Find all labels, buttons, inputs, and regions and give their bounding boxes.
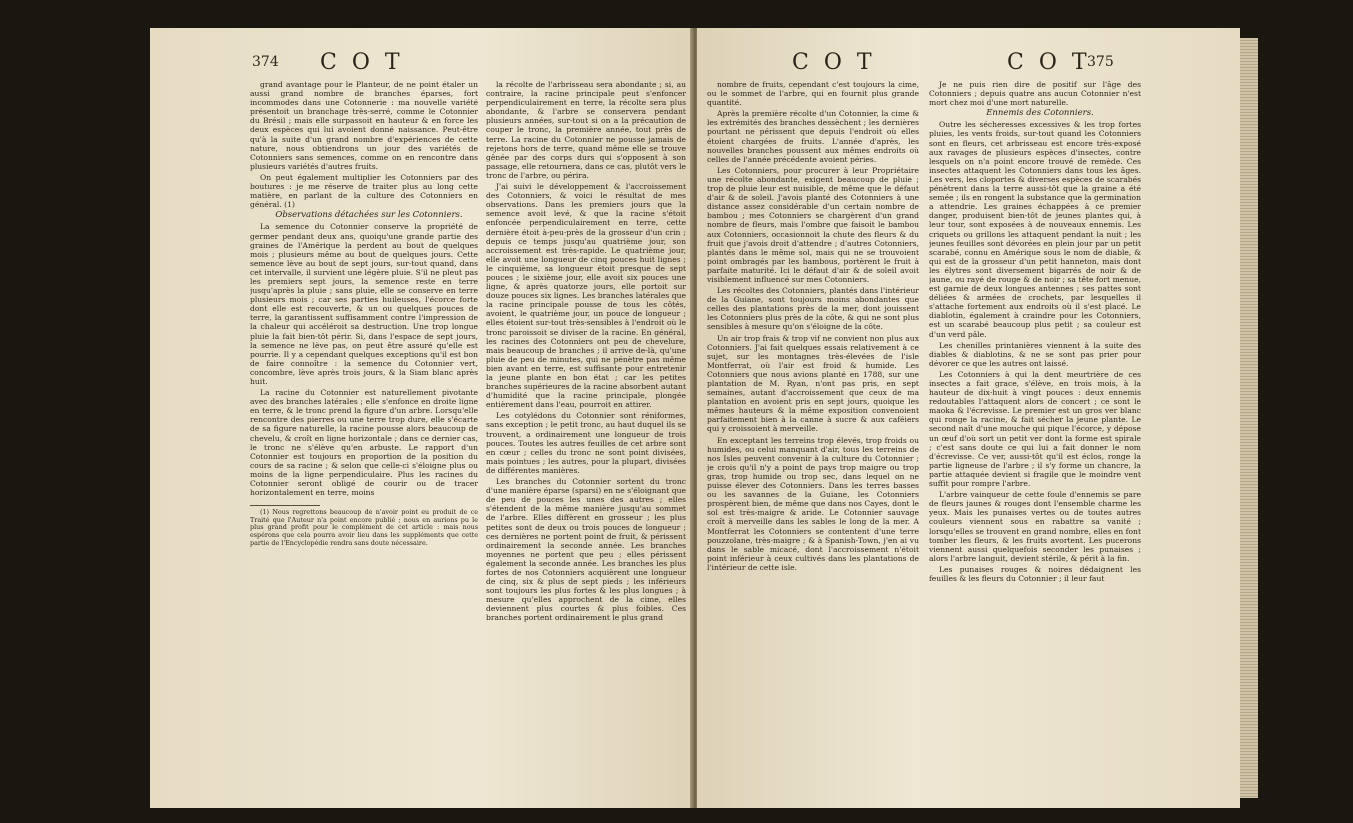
right-column-2	[929, 80, 1141, 800]
open-book	[150, 28, 1240, 808]
paragraph: Un air trop frais & trop vif ne convient non plus aux Cotonniers. J'ai fait quelques essais relativement à ce sujet, sur les montagnes très-élevées de l'isle Montferrat, où l'air est froid & humide. Les Cotonniers que nous avions planté en 1788, sur une plantation de M. Ryan, n'ont pas pris, en sept semaines, autant d'accroissement que ceux de ma plantation en avoient pris en sept jours, quoique les mêmes hauteurs & la même exposition convenoient parfaitement bien à la canne à sucre & aux caféiers qui y croissoient à merveille.	[707, 333, 919, 434]
paragraph: On peut également multiplier les Cotonniers par des boutures : je me réserve de traiter plus au long cette matière, en parlant de la culture des Cotonniers en général. (1)	[250, 172, 478, 210]
paragraph: J'ai suivi le développement & l'accroissement des Cotonniers, & voici le résultat de mes observations. Dans les premiers jours que la semence avoit levé, & que la racine s'étoit enfoncée perpendiculairement en terre, cette dernière étoit à-peu-près de la grosseur d'un crin ; depuis ce temps jusqu'au quatrième jour, son accroissement est très-rapide. Le quatrième jour, elle avoit une longueur de cinq pouces huit lignes ; le cinquième, sa longueur étoit presque de sept pouces ; le sixième jour, elle avoit six pouces une ligne, & après quatorze jours, elle portoit sur douze pouces six lignes. Les branches latérales que la racine principale pousse de tous les côtés, avoient, le quatrième jour, un pouce de longueur ; elles étoient sur-tout très-sensibles à l'endroit où le tronc paroissoit se diviser de la racine. En général, les racines des Cotonniers ont peu de chevelure, mais beaucoup de branches ; il arrive de-là, qu'une pluie de peu de minutes, qui ne pénètre pas même bien avant en terre, est suffisante pour entretenir la jeune plante en bon état ; car les petites branches supérieures de la racine absorbent autant d'humidité que la racine principale, plongée entièrement dans l'eau, pourroit en attirer.	[486, 182, 686, 410]
right-page-number: 375	[1087, 54, 1114, 70]
paragraph: Les chenilles printanières viennent à la suite des diables & diablotins, & ne se sont pas prier pour dévorer ce que les autres ont laissé.	[929, 340, 1141, 368]
paragraph: nombre de fruits, cependant c'est toujours la cime, ou le sommet de l'arbre, qui en fournit plus grande quantité.	[707, 80, 919, 108]
left-column-1	[250, 80, 478, 800]
paragraph: Je ne puis rien dire de positif sur l'âge des Cotonniers ; depuis quatre ans aucun Cotonnier n'est mort chez moi d'une mort naturelle.	[929, 80, 1141, 108]
right-running-head-1: C O T	[792, 50, 876, 75]
paragraph: La semence du Cotonnier conserve la propriété de germer pendant deux ans, quoiqu'une grande partie des graines de l'Amérique la perdent au bout de quelques mois ; plusieurs même au bout de quelques jours. Cette semence lève au bout de sept jours, sur-tout quand, dans cet intervalle, il survient une légère pluie. S'il ne pleut pas les premiers sept jours, la semence reste en terre jusqu'après la pluie ; sans pluie, elle se conserve en terre plusieurs mois ; car ses parties huileuses, l'écorce forte dont elle est recouverte, & un ou quelques pouces de terre, la garantissent suffisamment contre l'impression de la chaleur qui accéléroit sa destruction. Une trop longue pluie la fait bien-tôt périr. Si, dans l'espace de sept jours, la semence ne lève pas, on peut être assuré qu'elle est pourrie. Il y a cependant quelques exceptions qu'il est bon de faire connoître : la semence du Cotonnier vert, concombre, lève après trois jours, & la Siam blanc après huit.	[250, 222, 478, 386]
paragraph: La racine du Cotonnier est naturellement pivotante avec des branches latérales ; elle s'enfonce en droite ligne en terre, & le tronc prend la figure d'un arbre. Lorsqu'elle rencontre des pierres ou une terre trop dure, elle s'écarte de sa figure naturelle, la racine pousse alors beaucoup de chevelu, & croît en ligne horizontale ; dans ce dernier cas, le tronc ne s'élève qu'en arbuste. Le rapport d'un Cotonnier est toujours en proportion de la position du cours de sa racine ; & selon que celle-ci s'éloigne plus ou moins de la ligne perpendiculaire. Plus les racines du Cotonnier seront obligé de courir ou de tracer horizontalement en terre, moins	[250, 388, 478, 498]
paragraph: Les Cotonniers à qui la dent meurtrière de ces insectes a fait grace, s'élève, en trois mois, à la hauteur de dix-huit à vingt pouces : deux ennemis redoutables l'attaquent alors de concert ; ce sont le maoka & l'écrevisse. Le premier est un gros ver blanc qui ronge la racine, & fait sécher la jeune plante. Le second naît d'une mouche qui pique l'écorce, y dépose un œuf d'où sort un petit ver dont la forme est spirale ; c'est sans doute ce qui lui a fait donner le nom d'écrevisse. Ce ver, aussi-tôt qu'il est éclos, ronge la partie ligneuse de l'arbre ; il s'y forme un chancre, la partie attaquée devient si fragile que le moindre vent suffit pour rompre l'arbre.	[929, 369, 1141, 489]
paragraph: Les branches du Cotonnier sortent du tronc d'une manière éparse (sparsi) en ne s'éloignant que de peu de pouces les unes des autres ; elles s'étendent de la même manière jusqu'au sommet de l'arbre. Elles diffèrent en grosseur ; les plus petites sont de deux ou trois pouces de longueur ; ces dernières ne portent point de fruit, & périssent ordinairement la seconde année. Les branches moyennes ne portent que peu ; elles périssent également la seconde année. Les branches les plus fortes de nos Cotonniers acquièrent une longueur de cinq, six & plus de sept pieds ; les inférieurs sont toujours les plus fortes & les plus longues ; à mesure qu'elles approchent de la cime, elles deviennent plus courtes & plus foibles. Ces branches portent ordinairement le plus grand	[486, 477, 686, 623]
paragraph: grand avantage pour le Planteur, de ne point étaler un aussi grand nombre de branches éparses, fort incommodes dans une Cotonnerie : ma nouvelle variété présentoit un branchage très-serré, comme le Cotonnier du Brésil ; mais elle surpassoit en hauteur & en force les deux espèces qui lui avoient donné naissance. Peut-être qu'à la suite d'un grand nombre d'expériences de cette nature, nous obtiendrons un jour des variétés de Cotonniers sans semences, comme on en rencontre dans plusieurs variétés d'autres fruits.	[250, 80, 478, 171]
section-heading: Observations détachées sur les Cotonniers.	[275, 210, 463, 221]
right-column-1	[707, 80, 919, 800]
left-page	[150, 28, 693, 808]
left-column-2	[486, 80, 686, 800]
left-page-number: 374	[252, 54, 279, 70]
paragraph: Après la première récolte d'un Cotonnier, la cime & les extrémités des branches dessèchent ; les dernières pourtant ne périssent que depuis l'endroit où elles étoient chargées de fruits. L'année d'après, les nouvelles branches poussent aux mêmes endroits où celles de l'année précédente avoient péries.	[707, 109, 919, 164]
right-running-head-2: C O T	[1007, 50, 1091, 75]
section-heading: Ennemis des Cotonniers.	[986, 108, 1094, 119]
paragraph: Les cotylédons du Cotonnier sont réniformes, sans exception ; le petit tronc, au haut duquel ils se trouvent, a ordinairement une longueur de trois pouces. Toutes les autres feuilles de cet arbre sont en cœur ; celles du tronc ne sont point divisées, mais pointues ; les autres, pour la plupart, divisées de différentes manières.	[486, 411, 686, 475]
page-edges	[1240, 38, 1258, 798]
paragraph: En exceptant les terreins trop élevés, trop froids ou humides, ou celui manquant d'air, tous les terreins de nos Isles peuvent convenir à la culture du Cotonnier ; je crois qu'il n'y a point de pays trop maigre ou trop gras, trop humide ou trop sec, dans lequel on ne puisse élever des Cotonniers. Dans les terres basses ou les savannes de la Guiane, les Cotonniers prospèrent bien, de même que dans nos Cayes, dont le sol est très-maigre & aride. Le Cotonnier sauvage croît à merveille dans les sables le long de la mer. A Montferrat les Cotonniers se contentent d'une terre pouzzolane, très-maigre ; & à Spanish-Town, j'en ai vu dans le sable micacé, dont l'accroissement n'étoit point inférieur à ceux cultivés dans les plantations de l'intérieur de cette isle.	[707, 435, 919, 572]
footnote: (1) Nous regrettons beaucoup de n'avoir point eu produit de ce Traité que l'Auteur n'a point encore publié ; nous en aurions pu le plus grand profit pour le complément de cet article : mais nous espérons que cela pourra avoir lieu dans les suppléments que cette partie de l'Encyclopédie rendra sans doute nécessaire.	[250, 508, 478, 547]
right-page	[697, 28, 1240, 808]
paragraph: Les Cotonniers, pour procurer à leur Propriétaire une récolte abondante, exigent beaucoup de pluie ; trop de pluie leur est nuisible, de même que le défaut d'air & de soleil. J'avois planté des Cotonniers à une distance assez considérable d'un certain nombre de bambou ; mes Cotonniers se chargèrent d'un grand nombre de fleurs, mais l'ombre que faisoit le bambou aux Cotonniers, occasionnoit la chute des fleurs & du fruit que j'avois droit d'attendre ; d'autres Cotonniers, plantés dans le même sol, mais qui ne se trouvoient point ombragés par les bambous, portèrent le fruit à parfaite maturité. Ici le défaut d'air & de soleil avoit visiblement influencé sur mes Cotonniers.	[707, 165, 919, 284]
paragraph: Outre les sécheresses excessives & les trop fortes pluies, les vents froids, sur-tout quand les Cotonniers sont en fleurs, cet arbrisseau est encore très-exposé aux ravages de plusieurs espèces d'insectes, contre lesquels on n'a point encore trouvé de remède. Ces insectes attaquent les Cotonniers dans tous les âges. Les vers, les cloportes & diverses espèces de scarabés pénètrent dans la terre aussi-tôt que la graine a été semée ; ils en rongent la substance que la germination a attendrie. Les graines échappées à ce premier danger, produisent bien-tôt de jeunes plantes qui, à leur tour, sont exposées à de nouveaux ennemis. Les criquets ou grillons les attaquent pendant la nuit ; les jeunes feuilles sont dévorées en plein jour par un petit scarabé, connu en Amérique sous le nom de diable, & qui est de la grosseur d'un petit hanneton, mais dont les élytres sont diversement bigarrés de noir & de jaune, ou rayé de rouge & de noir ; sa tête fort menue, est garnie de deux longues antennes ; ses pattes sont déliées & armées de crochets, par lesquelles il s'attache fortement aux endroits où il s'est placé. Le diablotin, également à craindre pour les Cotonniers, est un scarabé beaucoup plus petit ; sa couleur est d'un verd pâle.	[929, 120, 1141, 339]
paragraph: Les punaises rouges & noires dédaignent les feuilles & les fleurs du Cotonnier ; il leur faut	[929, 564, 1141, 583]
paragraph: Les récoltes des Cotonniers, plantés dans l'intérieur de la Guiane, sont toujours moins abondantes que celles des plantations près de la mer, dont jouissent les Cotonniers plus près de la côte, & qui ne sont plus sensibles à mesure qu'on s'éloigne de la côte.	[707, 286, 919, 332]
paragraph: la récolte de l'arbrisseau sera abondante ; si, au contraire, la racine principale peut s'enfoncer perpendiculairement en terre, la récolte sera plus abondante, & l'arbre se conservera pendant plusieurs années, sur-tout si on a la précaution de couper le tronc, la première année, tout près de terre. La racine du Cotonnier ne pousse jamais de rejetons hors de terre, quand même elle se trouve gênée par des corps durs qui s'opposent à son passage, elle retournera, dans ce cas, plutôt vers le tronc de l'arbre, ou périra.	[486, 80, 686, 180]
left-running-head: C O T	[320, 50, 404, 75]
paragraph: L'arbre vainqueur de cette foule d'ennemis se pare de fleurs jaunes & rouges dont l'ensemble charme les yeux. Mais les punaises vertes ou de toutes autres couleurs viennent sous en rabattre sa vanité ; lorsqu'elles se trouvent en grand nombre, elles en font tomber les fleurs, & les fruits avortent. Les pucerons viennent aussi quelquefois seconder les punaises ; alors l'arbre languit, devient stérile, & périt à la fin.	[929, 490, 1141, 563]
footnote-rule	[250, 505, 320, 506]
